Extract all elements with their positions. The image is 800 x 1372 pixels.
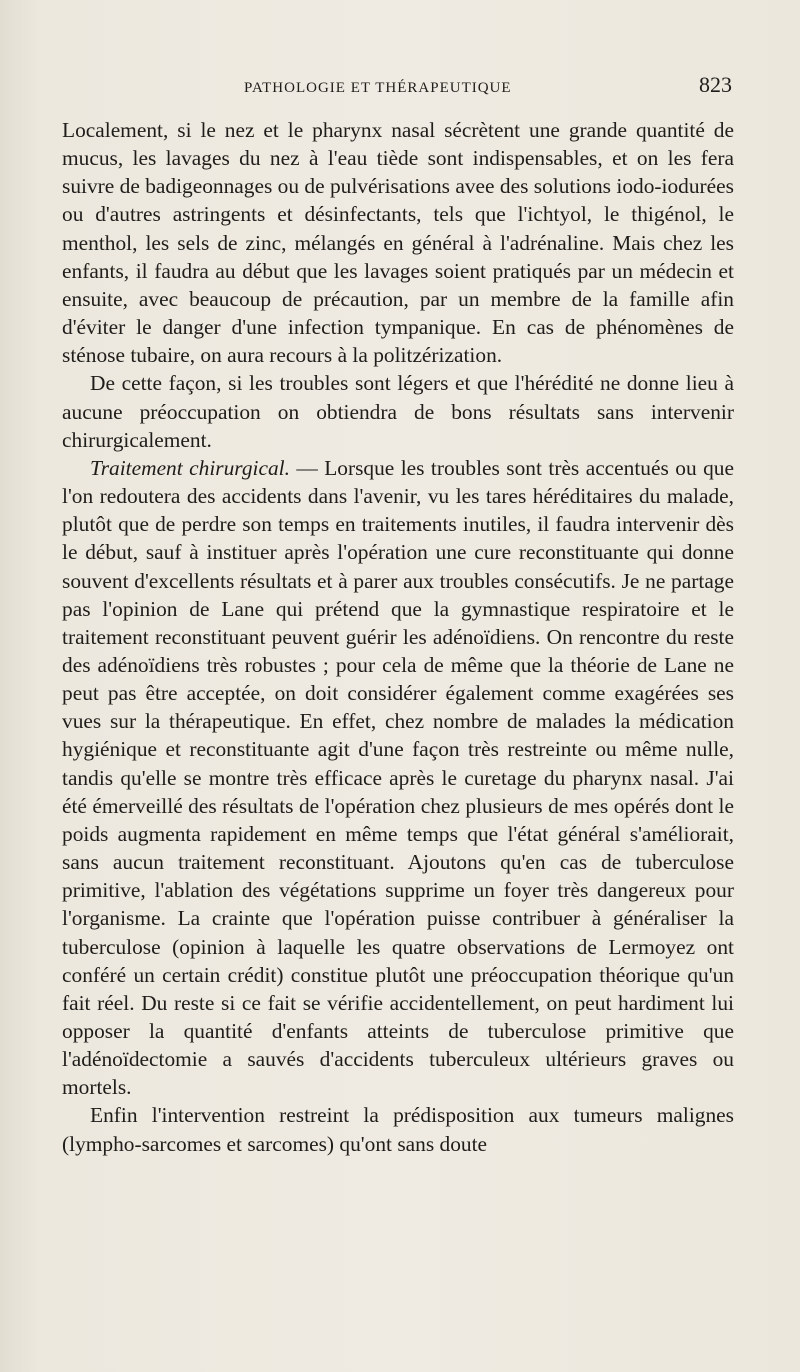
paragraph	[62, 454, 734, 1102]
section-lead: Traitement chirurgical.	[90, 455, 290, 480]
page-header	[64, 72, 732, 102]
page-number: 823	[699, 72, 732, 97]
paragraph	[62, 369, 734, 453]
paragraph-text: Localement, si le nez et le pharynx nasal sécrètent une grande quantité de mucus, les lavages du nez à l'eau tiède sont indispensables, et on les fera suivre de badigeonnages ou de pulvérisations avee des solutions iodo-iodurées ou d'autres astringents et désinfectants, tels que l'ichtyol, le thigénol, le menthol, les sels de zinc, mélangés en général à l'adrénaline. Mais chez les enfants, il faudra au début que les lavages soient pratiqués par un médecin et ensuite, avec beaucoup de précaution, par un membre de la famille afin d'éviter le danger d'une infection tympanique. En cas de phénomènes de sténose tubaire, on aura recours à la politzérization.	[62, 118, 734, 368]
paragraph	[62, 1101, 734, 1157]
running-title: PATHOLOGIE ET THÉRAPEUTIQUE	[244, 80, 512, 96]
paragraph-text: — Lorsque les troubles sont très accentués ou que l'on redoutera des accidents dans l'avenir, vu les tares héréditaires du malade, plutôt que de perdre son temps en traitements inutiles, il faudra intervenir dès le début, sauf à instituer après l'opération une cure reconstituante qui donne souvent d'excellents résultats et à parer aux troubles consécutifs. Je ne partage pas l'opinion de Lane qui prétend que la gymnastique respiratoire et le traitement reconstituant peuvent guérir les adénoïdiens. On rencontre du reste des adénoïdiens très robustes ; pour cela de même que la théorie de Lane ne peut pas être acceptée, on doit considérer également comme exagérées ses vues sur la thérapeutique. En effet, chez nombre de malades la médication hygiénique et reconstituante agit d'une façon très restreinte ou même nulle, tandis qu'elle se montre très efficace après le curetage du pharynx nasal. J'ai été émerveillé des résultats de l'opération chez plusieurs de mes opérés dont le poids augmenta rapidement en même temps que l'état général s'améliorait, sans aucun traitement reconstituant. Ajoutons qu'en cas de tuberculose primitive, l'ablation des végétations supprime un foyer très dangereux pour l'organisme. La crainte que l'opération puisse contribuer à généraliser la tuberculose (opinion à laquelle les quatre observations de Lermoyez ont conféré un certain crédit) constitue plutôt une préoccupation théorique qu'un fait réel. Du reste si ce fait se vérifie accidentellement, on peut hardiment lui opposer la quantité d'enfants atteints de tuberculose primitive que l'adénoïdectomie a sauvés d'accidents tuberculeux ultérieurs graves ou mortels.	[62, 455, 734, 1100]
paragraph-text: De cette façon, si les troubles sont légers et que l'hérédité ne donne lieu à aucune préoccupation on obtiendra de bons résultats sans intervenir chirurgicalement.	[62, 371, 734, 452]
paragraph	[62, 116, 734, 369]
paragraph-text: Enfin l'intervention restreint la prédisposition aux tumeurs malignes (lympho-sarcomes et sarcomes) qu'ont sans doute	[62, 1103, 734, 1156]
body-text	[62, 116, 734, 1158]
